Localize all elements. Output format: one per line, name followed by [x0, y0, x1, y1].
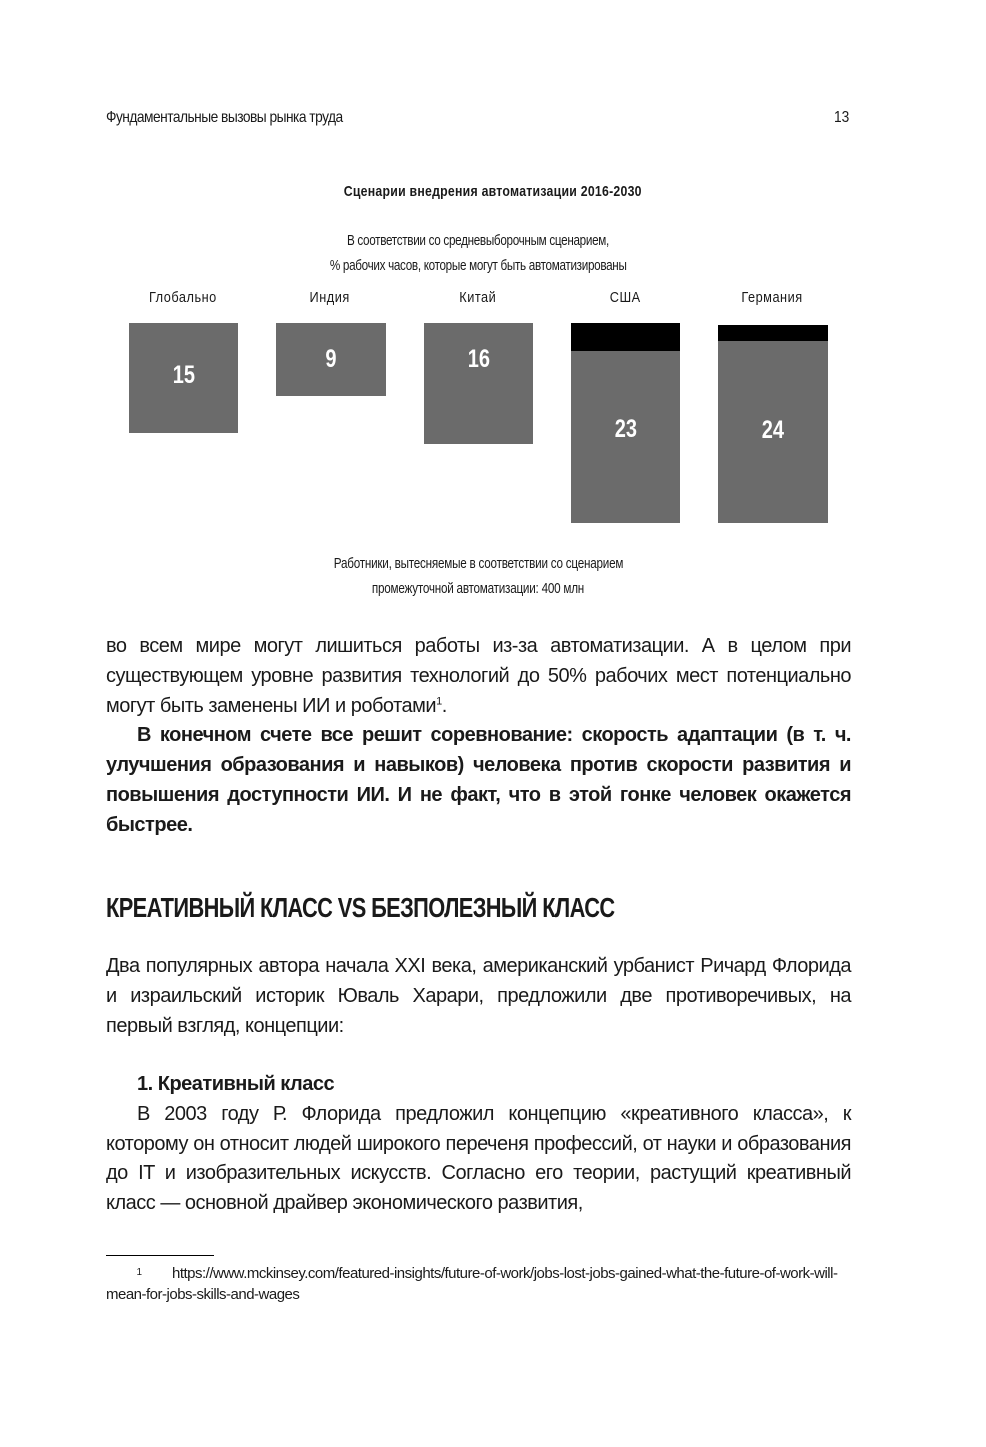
bar-value: 24 — [761, 416, 785, 444]
bar-value: 15 — [172, 361, 195, 389]
subheading: 1. Креативный класс — [137, 1073, 335, 1095]
chart-title: Сценарии внедрения автоматизации 2016-2030 — [343, 183, 643, 200]
bar-value: 9 — [325, 345, 337, 373]
bar-germany — [718, 325, 828, 523]
bar-global — [129, 323, 238, 433]
footnote-divider — [106, 1255, 214, 1256]
bar-cap — [571, 323, 680, 351]
category-label-china: Китай — [459, 289, 497, 306]
chart-subtitle: В соответствии со средневыборочным сценарием, % рабочих часов, которые могут быть автоматизированы — [329, 232, 627, 274]
running-head: Фундаментальные вызовы рынка труда — [106, 109, 343, 126]
footnote-link[interactable]: https://www.mckinsey.com/featured-insights/future-of-work/jobs-lost-jobs-gained-what-the-future-of-work-will-mean-for-jobs-skills-and-wages — [106, 1265, 838, 1303]
category-label-germany: Германия — [741, 289, 803, 306]
page-number: 13 — [834, 109, 850, 126]
bar-india — [276, 323, 386, 396]
paragraph-florida: В 2003 году Р. Флорида предложил концепцию «креативного класса», к которому он относит людей широкого переченя профессий, от науки и образования до IT и изобразительных искусств. Согласно его теории, растущий креативный класс — основной драйвер экономического развития, — [106, 1102, 851, 1215]
paragraph-conclusion: В конечном счете все решит соревнование: скорость адаптации (в т. ч. улучшения образования и навыков) человека против скорости развития и повышения доступности ИИ. И не факт, что в этой гонке человек окажется быстрее. — [106, 724, 851, 836]
bar-value: 16 — [467, 345, 490, 373]
bar-cap — [718, 325, 828, 341]
category-label-india: Индия — [309, 289, 351, 306]
category-label-usa: США — [609, 289, 641, 306]
creative-class-section — [106, 1070, 851, 1219]
category-label-global: Глобально — [149, 289, 217, 306]
bar-usa — [571, 323, 680, 523]
footnote-number: 1 — [136, 1267, 142, 1278]
footnote — [106, 1263, 851, 1305]
chart-caption: Работники, вытесняемые в соответствии со сценарием промежуточной автоматизации: 400 млн — [333, 555, 623, 597]
footnote-ref[interactable]: 1 — [436, 694, 442, 707]
paragraph-intro: Два популярных автора начала XXI века, американский урбанист Ричард Флорида и израильский историк Юваль Харари, предложили две противоречивых, на первый взгляд, концепции: — [106, 955, 851, 1037]
bar-value: 23 — [614, 415, 637, 443]
bar-china — [424, 323, 533, 444]
paragraph-automation: во всем мире могут лишиться работы из-за автоматизации. А в целом при существующем уровне развития технологий до 50% рабочих мест потенциально могут быть заменены ИИ и роботами$^1$. В конечном счете все решит соревнование: скорость адаптации (в т. ч. улучшения образования и навыков) человека против скорости развития и повышения доступности ИИ. И не факт, что в этой гонке человек окажется быстрее. — [106, 632, 851, 841]
section-heading: КРЕАТИВНЫЙ КЛАСС VS БЕЗПОЛЕЗНЫЙ КЛАСС — [106, 892, 615, 923]
